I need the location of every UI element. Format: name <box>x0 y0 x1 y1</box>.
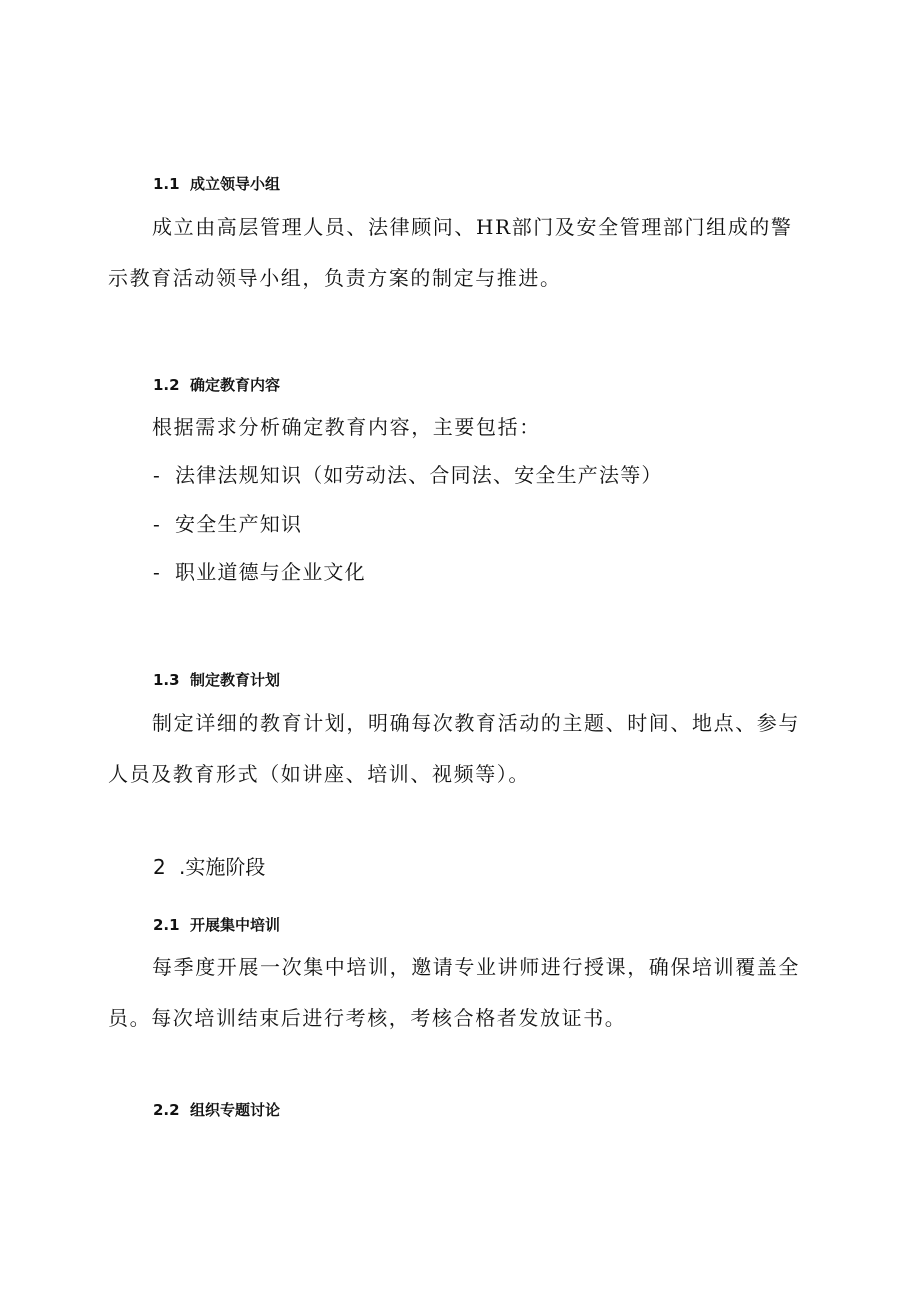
section-title: 成立领导小组 <box>190 175 281 193</box>
section-title: 组织专题讨论 <box>190 1101 281 1119</box>
section-number: 1.3 <box>153 671 180 689</box>
list-item <box>153 511 302 537</box>
section-title: 制定教育计划 <box>190 671 281 689</box>
section-title: 确定教育内容 <box>190 376 281 394</box>
section-heading-2-1 <box>153 915 280 935</box>
paragraph-1-3: 制定详细的教育计划，明确每次教育活动的主题、时间、地点、参与人员及教育形式（如讲座、培训、视频等）。 <box>108 711 800 786</box>
list-dash: - <box>153 560 161 584</box>
section-title: 开展集中培训 <box>190 916 281 934</box>
list-item <box>153 559 366 585</box>
section-title: .实施阶段 <box>179 855 266 879</box>
list-item <box>153 462 663 488</box>
section-number: 1.2 <box>153 376 180 394</box>
list-item-text: 职业道德与企业文化 <box>175 560 366 584</box>
section-number: 2.1 <box>153 916 180 934</box>
list-dash: - <box>153 512 161 536</box>
section-heading-1-1 <box>153 174 280 194</box>
section-heading-1-3 <box>153 670 280 690</box>
list-item-text: 安全生产知识 <box>175 512 303 536</box>
section-number: 2 <box>153 855 166 879</box>
section-number: 2.2 <box>153 1101 180 1119</box>
list-item-text: 法律法规知识（如劳动法、合同法、安全生产法等） <box>175 463 663 487</box>
list-dash: - <box>153 463 161 487</box>
section-heading-1-2 <box>153 375 280 395</box>
section-number: 1.1 <box>153 175 180 193</box>
paragraph-2-1: 每季度开展一次集中培训，邀请专业讲师进行授课，确保培训覆盖全员。每次培训结束后进行考核，考核合格者发放证书。 <box>108 955 800 1030</box>
section-heading-2-2 <box>153 1100 280 1120</box>
section-heading-2 <box>153 854 265 880</box>
paragraph-1-2: 根据需求分析确定教育内容，主要包括： <box>152 415 541 439</box>
paragraph-1-1: 成立由高层管理人员、法律顾问、HR部门及安全管理部门组成的警示教育活动领导小组，负责方案的制定与推进。 <box>108 215 793 290</box>
